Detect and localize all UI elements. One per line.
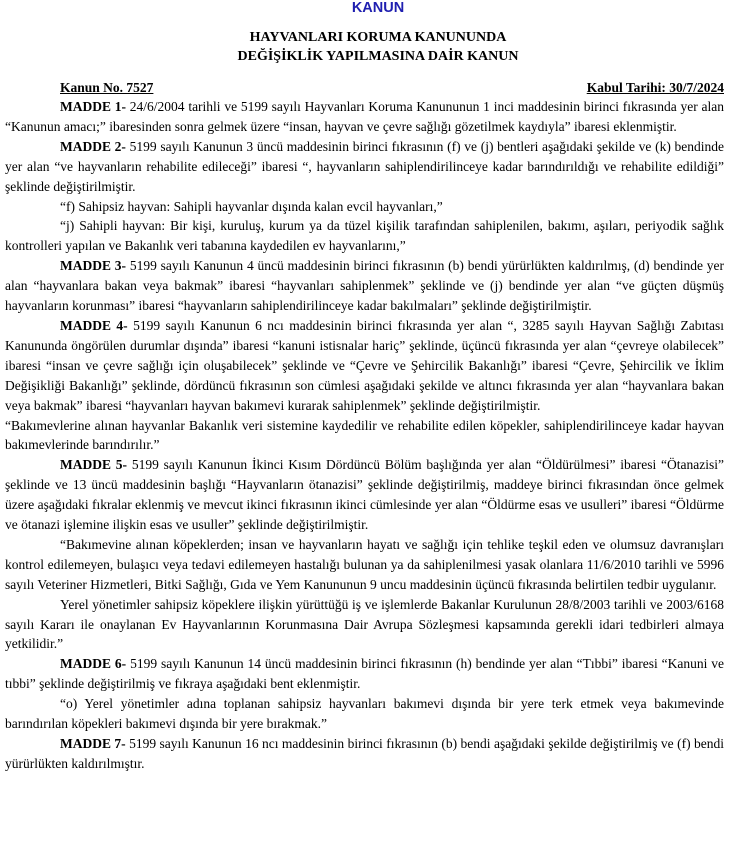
article-paragraph bbox=[5, 654, 724, 694]
paragraph-text: “o) Yerel yönetimler adına toplanan sahipsiz hayvanları bakımevi dışında bir yere terk etmek veya bakımevinde barındırılan köpekleri bakımevi dışında bir yere bırakmak.” bbox=[5, 696, 724, 732]
paragraph-text: “j) Sahipli hayvan: Bir kişi, kuruluş, kurum ya da tüzel kişilik tarafından sahiplenilen, bakımı, aşıları, periyodik sağlık kontrolleri yapılan ve Bakanlık veri tabanına kaydedilen ev hayvanlarını,” bbox=[5, 218, 724, 254]
paragraph-text: “Bakımevlerine alınan hayvanlar Bakanlık veri sistemine kaydedilir ve rehabilite edilen köpekler, sahiplendirilinceye kadar hayvan bakımevlerinde barındırılır.” bbox=[5, 417, 724, 453]
article-paragraph bbox=[5, 137, 724, 197]
article-paragraph bbox=[5, 256, 724, 316]
paragraph bbox=[5, 595, 724, 655]
law-number: Kanun No. 7527 bbox=[60, 80, 154, 95]
law-body bbox=[5, 97, 724, 774]
article-number: MADDE 1- bbox=[60, 99, 127, 114]
paragraph-text: Yerel yönetimler sahipsiz köpeklere ilişkin yürüttüğü iş ve işlemlerde Bakanlar Kurulunun 28/8/2003 tarihli ve 2003/6168 sayılı Kararı ile onaylanan Ev Hayvanlarının Korunmasına Dair Avrupa Sözleşmesi kapsamında gerekli idari tedbirleri almaya yetkilidir.” bbox=[5, 596, 724, 652]
paragraph bbox=[5, 197, 724, 217]
paragraph-text: 24/6/2004 tarihli ve 5199 sayılı Hayvanları Koruma Kanununun 1 inci maddesinin birinci fıkrasında yer alan “Kanunun amacı;” ibaresinden sonra gelmek üzere “insan, hayvan ve çevre sağlığı gözetilmek kaydıyla” ibaresi eklenmiştir. bbox=[5, 99, 724, 134]
paragraph bbox=[5, 694, 724, 734]
article-number: MADDE 7- bbox=[60, 736, 126, 751]
paragraph-text: 5199 sayılı Kanunun 16 ncı maddesinin birinci fıkrasının (b) bendi aşağıdaki şekilde değiştirilmiş ve (f) bendi yürürlükten kaldırılmıştır. bbox=[5, 736, 724, 771]
paragraph-text: 5199 sayılı Kanunun 14 üncü maddesinin birinci fıkrasının (h) bendinde yer alan “Tıbbi” ibaresi “Kanuni ve tıbbi” şeklinde değiştirilmiş ve fıkraya aşağıdaki bent eklenmiştir. bbox=[5, 656, 724, 692]
paragraph-text: “f) Sahipsiz hayvan: Sahipli hayvanlar dışında kalan evcil hayvanları,” bbox=[60, 198, 443, 214]
paragraph-text: 5199 sayılı Kanunun 4 üncü maddesinin birinci fıkrasının (b) bendi yürürlükten kaldırılmış, (d) bendinde yer alan “hayvanlara bakan veya bakmak” ibaresi “hayvanları sahiplenmek” şeklinde ve (j) bendinde yer alan “ve güçten düşmüş hayvanların korunması” ibaresi “hayvanların sahiplendirilinceye kadar bakılmaları” şeklinde değiştirilmiştir. bbox=[5, 258, 724, 314]
article-paragraph bbox=[5, 455, 724, 535]
article-number: MADDE 6- bbox=[60, 656, 127, 672]
article-paragraph bbox=[5, 734, 724, 774]
acceptance-date: Kabul Tarihi: 30/7/2024 bbox=[586, 80, 724, 95]
paragraph-text: “Bakımevine alınan köpeklerden; insan ve hayvanların hayatı ve sağlığı için tehlike teşkil eden ve olumsuz davranışları kontrol edilemeyen, bulaşıcı veya tedavi edilemeyen hastalığı bulunan ya da sahiplenilmesi yasak olanlara 11/6/2010 tarihli ve 5996 sayılı Veteriner Hizmetleri, Bitki Sağlığı, Gıda ve Yem Kanununun 9 uncu maddesinin üçüncü fıkrasında belirtilen tedbir uygulanır. bbox=[5, 536, 724, 592]
article-number: MADDE 2- bbox=[60, 138, 126, 154]
paragraph-text: 5199 sayılı Kanunun 6 ncı maddesinin birinci fıkrasında yer alan “, 3285 sayılı Hayvan Sağlığı Zabıtası Kanununda öngörülen durumlar dışında” ibaresi “kanuni istisnalar hariç” şeklinde, üçüncü fıkrasında yer alan “çevreye olabilecek” ibaresi “insan ve çevre sağlığı için oluşabilecek” şeklinde ve “Çevre ve Şehircilik Bakanlığı” ibaresi “Çevre, Şehircilik ve İklim Değişikliği Bakanlığı” şeklinde, dördüncü fıkrasının son cümlesi aşağıdaki şekilde ve altıncı fıkrasında yer alan “hayvanlara bakan veya bakmak” ibaresi “hayvanları hayvan bakımevi kurarak sahiplenmek” şeklinde değiştirilmiştir. bbox=[5, 317, 724, 413]
document-type-heading: KANUN bbox=[351, 0, 405, 16]
article-number: MADDE 5- bbox=[60, 457, 128, 473]
paragraph bbox=[5, 535, 724, 595]
article-number: MADDE 4- bbox=[60, 317, 128, 333]
article-paragraph bbox=[5, 316, 724, 416]
paragraph bbox=[5, 216, 724, 256]
law-title-line-1: HAYVANLARI KORUMA KANUNUNDA bbox=[249, 30, 507, 45]
law-title-line-2: DEĞİŞİKLİK YAPILMASINA DAİR KANUN bbox=[237, 49, 519, 64]
paragraph-text: 5199 sayılı Kanunun 3 üncü maddesinin birinci fıkrasının (f) ve (j) bentleri aşağıdaki şekilde ve (k) bendinde yer alan “ve hayvanların rehabilite edileceği” ibaresi “, hayvanların sahiplendirilinceye kadar barındırıldığı ve rehabilite edildiği” şeklinde değiştirilmiştir. bbox=[5, 138, 724, 194]
article-paragraph bbox=[5, 97, 724, 137]
paragraph-text: 5199 sayılı Kanunun İkinci Kısım Dördüncü Bölüm başlığında yer alan “Öldürülmesi” ibaresi “Ötanazisi” şeklinde ve 13 üncü maddesinin başlığı “Hayvanların ötanazisi” şeklinde değiştirilmiş, maddeye birinci fıkrasından önce gelmek üzere aşağıdaki fıkralar eklenmiş ve mevcut ikinci fıkrasının ikinci cümlesinde yer alan “Öldürme esas ve usulleri” ibaresi “Öldürme ve ötanazi işlemine ilişkin esas ve usuller” şeklinde değiştirilmiştir. bbox=[5, 457, 724, 533]
article-number: MADDE 3- bbox=[60, 258, 127, 274]
paragraph bbox=[5, 416, 724, 456]
